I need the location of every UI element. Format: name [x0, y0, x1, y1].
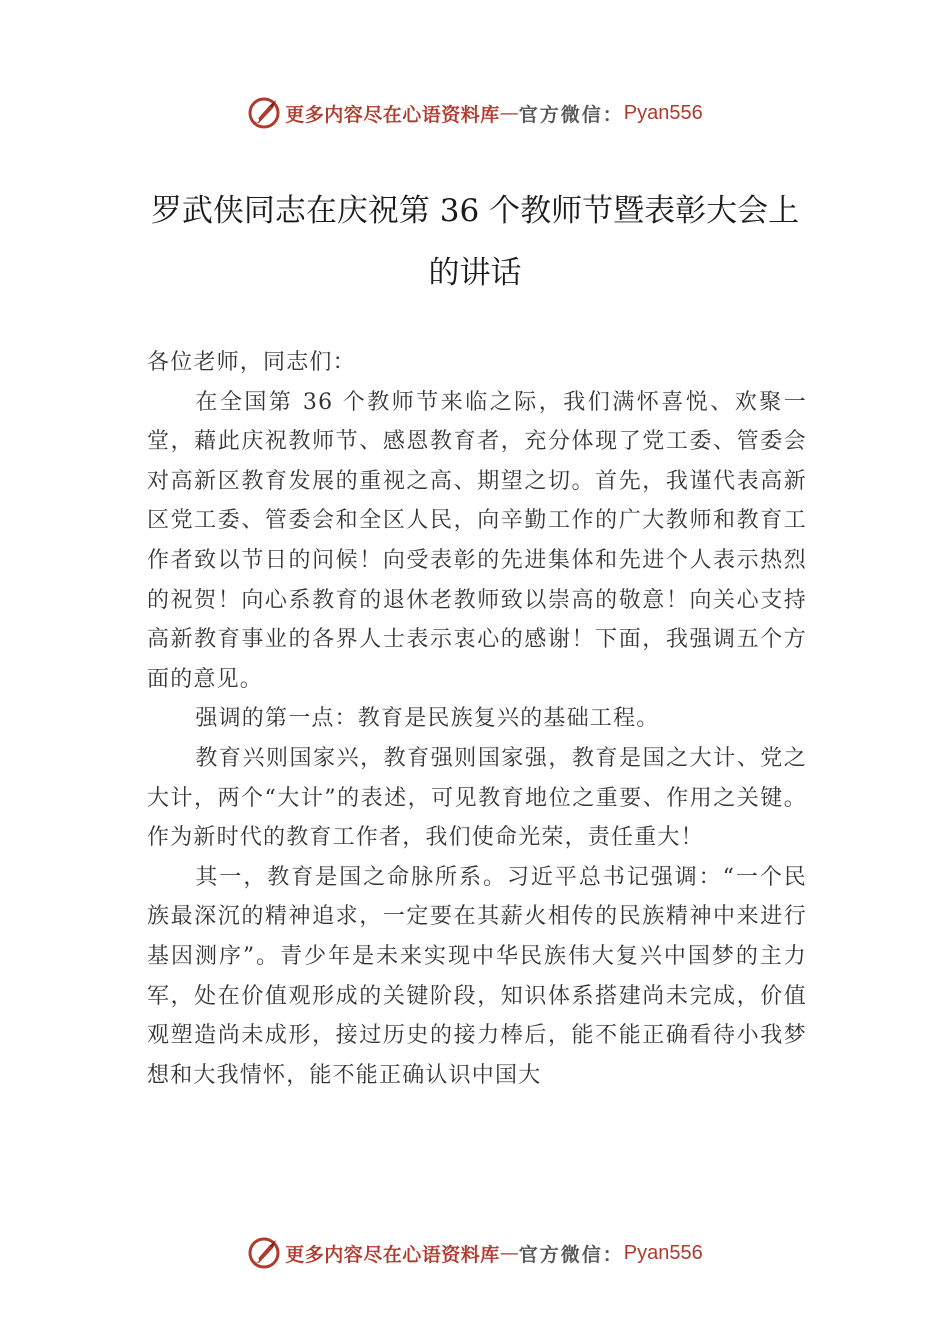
header-watermark-banner: [0, 93, 950, 133]
watermark-separator: —: [499, 1242, 519, 1264]
section-heading: 强调的第一点：教育是民族复兴的基础工程。: [195, 706, 660, 732]
document-body: [147, 343, 807, 1095]
watermark-wechat-label: 官方微信：: [518, 1243, 624, 1266]
footer-watermark-banner: [0, 1233, 950, 1273]
body-paragraph: 其一，教育是国之命脉所系。习近平总书记强调：“一个民族最深沉的精神追求，一定要在其薪火相传的民族精神中来进行基因测序”。青少年是未来实现中华民族伟大复兴中国梦的主力军，处在价值观形成的关键阶段，知识体系搭建尚未完成，价值观塑造尚未成形，接过历史的接力棒后，能不能正确看待小我梦想和大我情怀，能不能正确认识中国大: [147, 864, 807, 1088]
quill-pen-logo-icon: [247, 96, 281, 130]
watermark-wechat-id: Pyan556: [623, 101, 703, 124]
watermark-text: 更多内容尽在心语资料库: [285, 103, 500, 126]
watermark-wechat-id: Pyan556: [623, 1241, 703, 1264]
salutation: 各位老师，同志们：: [147, 350, 356, 375]
watermark-separator: —: [499, 102, 519, 124]
document-title: 罗武侠同志在庆祝第 36 个教师节暨表彰大会上的讲话: [150, 193, 800, 291]
quill-pen-logo-icon: [247, 1236, 281, 1270]
watermark-wechat-label: 官方微信：: [518, 103, 624, 126]
watermark-text: 更多内容尽在心语资料库: [285, 1243, 500, 1266]
body-paragraph: 教育兴则国家兴，教育强则国家强，教育是国之大计、党之大计，两个“大计”的表述，可见教育地位之重要、作用之关键。作为新时代的教育工作者，我们使命光荣，责任重大！: [147, 745, 807, 851]
body-paragraph: 在全国第 36 个教师节来临之际，我们满怀喜悦、欢聚一堂，藉此庆祝教师节、感恩教育者，充分体现了党工委、管委会对高新区教育发展的重视之高、期望之切。首先，我谨代表高新区党工委、管委会和全区人民，向辛勤工作的广大教师和教育工作者致以节日的问候！向受表彰的先进集体和先进个人表示热烈的祝贺！向心系教育的退休老教师致以崇高的敬意！向关心支持高新教育事业的各界人士表示衷心的感谢！下面，我强调五个方面的意见。: [147, 389, 807, 692]
